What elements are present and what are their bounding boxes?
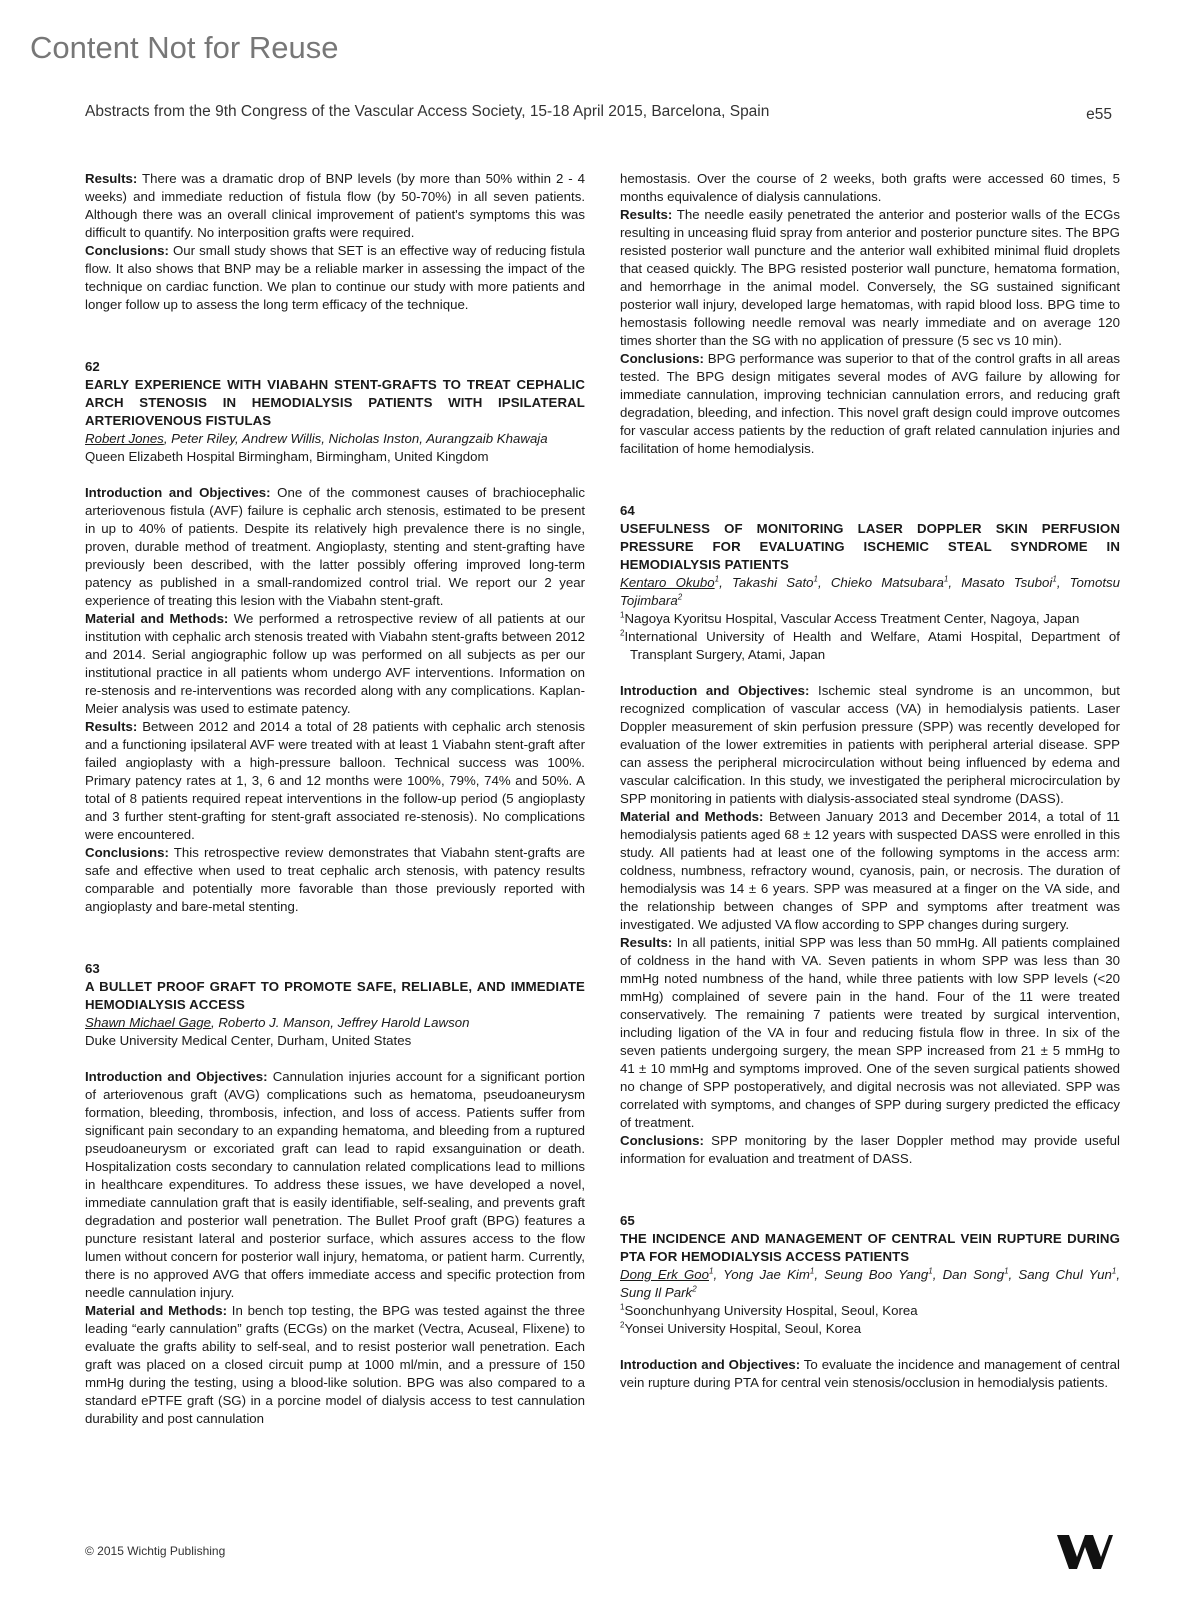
affiliation-marker: 1 — [813, 574, 818, 584]
section-label: Introduction and Objectives: — [85, 1069, 268, 1084]
section-label: Conclusions: — [620, 1133, 704, 1148]
affiliation-list — [620, 610, 1120, 664]
abstract-number: 62 — [85, 359, 100, 374]
presenting-author: Dong Erk Goo — [620, 1267, 709, 1282]
affiliation-list — [620, 1302, 1120, 1338]
section-text: Between 2012 and 2014 a total of 28 patients with cephalic arch stenosis and a functioning ipsilateral AVF were treated with at least 1 Viabahn stent-graft after failed angioplasty with a high-pressure balloon. Technical success was 100%. Primary patency rates at 1, 3, 6 and 12 months were 100%, 79%, 74% and 50%. A total of 8 patients required repeat interventions in the follow-up period (5 angioplasty and 3 further stent-grafting for stent-graft associated re-stenosis). No complications were encountered. — [85, 719, 585, 842]
copyright: © 2015 Wichtig Publishing — [85, 1544, 226, 1558]
affiliation: Queen Elizabeth Hospital Birmingham, Birmingham, United Kingdom — [85, 449, 489, 464]
abstract-number: 63 — [85, 961, 100, 976]
author-list — [85, 430, 585, 448]
co-author: Tomotsu Tojimbara — [620, 575, 1120, 608]
section-label: Results: — [85, 171, 138, 186]
running-head: Abstracts from the 9th Congress of the Vascular Access Society, 15-18 April 2015, Barcelona, Spain — [85, 103, 770, 120]
co-author: Dan Song — [942, 1267, 1005, 1282]
affiliation-marker: 1 — [928, 1266, 933, 1276]
author-list: Dong Erk Goo$^1$, Yong Jae Kim$^1$, Seung Boo Yang$^1$, Dan Song$^1$, Sang Chul Yun$^1$, Sung Il Park$^2$ — [620, 1266, 1120, 1300]
prev-abstract-results — [85, 170, 585, 242]
methods-section — [85, 1302, 585, 1428]
abstract-number: 65 — [620, 1213, 635, 1228]
section-label: Introduction and Objectives: — [620, 1357, 801, 1372]
results-section — [85, 718, 585, 844]
section-label: Introduction and Objectives: — [620, 683, 810, 698]
section-text: To evaluate the incidence and management of central vein rupture during PTA for central vein stenosis/occlusion in hemodialysis patients. — [620, 1357, 1120, 1390]
abstract-title: A BULLET PROOF GRAFT TO PROMOTE SAFE, RELIABLE, AND IMMEDIATE HEMODIALYSIS ACCESS — [85, 979, 585, 1012]
co-author: Sung Il Park — [620, 1285, 693, 1300]
right-column — [620, 170, 1120, 1392]
abstract-63 — [85, 960, 585, 1428]
abstract-title: USEFULNESS OF MONITORING LASER DOPPLER SKIN PERFUSION PRESSURE FOR EVALUATING ISCHEMIC STEAL SYNDROME IN HEMODIALYSIS PATIENTS — [620, 521, 1120, 572]
section-text: Between January 2013 and December 2014, a total of 11 hemodialysis patients aged 68 ± 12 years with suspected DASS were enrolled in this study. All patients had at least one of the following symptoms in the access arm: coldness, numbness, refractory wound, cyanosis, pain, or necrosis. The duration of hemodialysis was 14 ± 6 years. SPP was measured at a finger on the VA side, and the relationship between changes of SPP and symptoms after treatment was investigated. We adjusted VA flow according to SPP changes during surgery. — [620, 809, 1120, 932]
section-label: Results: — [620, 935, 673, 950]
co-author: Masato Tsuboi — [961, 575, 1053, 590]
section-label: Material and Methods: — [620, 809, 764, 824]
intro-section — [620, 1356, 1120, 1392]
abstract-63-continued — [620, 170, 1120, 458]
prev-abstract-conclusions — [85, 242, 585, 314]
affiliation-marker: 1 — [709, 1266, 714, 1276]
section-label: Results: — [620, 207, 673, 222]
section-text: There was a dramatic drop of BNP levels (by more than 50% within 2 - 4 weeks) and immediate reduction of fistula flow (by 50-70%) in all seven patients. Although there was an overall clinical improvement of patient's symptoms this was difficult to quantify. No interposition grafts were required. — [85, 171, 585, 240]
section-label: Material and Methods: — [85, 611, 229, 626]
watermark: Content Not for Reuse — [30, 30, 339, 65]
co-author: Takashi Sato — [731, 575, 814, 590]
left-column — [85, 170, 585, 1428]
co-author: Seung Boo Yang — [824, 1267, 929, 1282]
methods-section — [620, 808, 1120, 934]
conclusions-section — [620, 1132, 1120, 1168]
presenting-author: Kentaro Okubo — [620, 575, 715, 590]
section-label: Introduction and Objectives: — [85, 485, 271, 500]
section-label: Conclusions: — [85, 243, 169, 258]
abstract-64 — [620, 502, 1120, 1168]
abstract-65 — [620, 1212, 1120, 1392]
section-text: One of the commonest causes of brachiocephalic arteriovenous fistula (AVF) failure is cephalic arch stenosis, estimated to be present in up to 40% of patients. Despite its relatively high prevalence there is no single, proven, durable method of treatment. Angioplasty, stenting and stent-grafting have previously been described, with the latter possibly offering improved long-term patency as published in a small-randomized control trial. We report our 2 year experience of treating this lesion with the Viabahn stent-graft. — [85, 485, 585, 608]
co-author: Sang Chul Yun — [1018, 1267, 1112, 1282]
section-text: In all patients, initial SPP was less than 50 mmHg. All patients complained of coldness in the hand with VA. Seven patients in whom SPP was less than 30 mmHg noted numbness of the hand, while three patients with low SPP levels (<20 mmHg) complained of severe pain in the hand. Four of the 11 were treated conservatively. The remaining 7 patients were treated by surgical intervention, including ligation of the VA in four and reducing fistula flow in three. In six of the seven patients undergoing surgery, the mean SPP increased from 21 ± 5 mmHg to 41 ± 10 mmHg and symptoms improved. One of the seven surgical patients showed no change of SPP postoperatively, and digital necrosis was not alleviated. SPP was correlated with symptoms, and changes of SPP during surgery predicted the efficacy of treatment. — [620, 935, 1120, 1130]
co-author: Chieko Matsubara — [830, 575, 944, 590]
section-text: Our small study shows that SET is an effective way of reducing fistula flow. It also shows that BNP may be a reliable marker in assessing the impact of the technique on cardiac function. We plan to continue our study with more patients and longer follow up to assess the long term efficacy of the technique. — [85, 243, 585, 312]
conclusions-section — [85, 844, 585, 916]
results-section — [620, 934, 1120, 1132]
affiliation-marker: 1 — [620, 1302, 625, 1312]
co-author: Yong Jae Kim — [723, 1267, 810, 1282]
affiliation — [620, 610, 1120, 628]
section-text: We performed a retrospective review of all patients at our institution with cephalic arch stenosis treated with Viabahn stent-grafts between 2012 and 2014. Serial angiographic follow up was performed on all subjects as per our institutional practice in all patients whom undergo AVF interventions. Information on re-stenosis and re-interventions was recorded along with any complications. Kaplan-Meier analysis was used to estimate patency. — [85, 611, 585, 716]
section-label: Conclusions: — [85, 845, 169, 860]
abstract-title: THE INCIDENCE AND MANAGEMENT OF CENTRAL VEIN RUPTURE DURING PTA FOR HEMODIALYSIS ACCESS PATIENTS — [620, 1231, 1120, 1264]
presenting-author: Robert Jones — [85, 431, 164, 446]
section-text: BPG performance was superior to that of the control grafts in all areas tested. The BPG design mitigates several modes of AVG failure by allowing for immediate cannulation, improving technician cannulation errors, and reducing graft degradation, bleeding, and infection. This novel graft design could improve outcomes for vascular access patients by the reduction of graft related cannulation injuries and facilitation of home hemodialysis. — [620, 351, 1120, 456]
affiliation-text: Soonchunhyang University Hospital, Seoul, Korea — [624, 1303, 918, 1318]
affiliation-marker: 1 — [943, 574, 949, 584]
section-label: Results: — [85, 719, 138, 734]
affiliation-marker: 2 — [692, 1284, 697, 1294]
intro-section — [85, 1068, 585, 1302]
affiliation-text: Yonsei University Hospital, Seoul, Korea — [624, 1321, 862, 1336]
methods-section — [85, 610, 585, 718]
methods-section-cont: hemostasis. Over the course of 2 weeks, both grafts were accessed 60 times, 5 months equivalence of dialysis cannulations. — [620, 171, 1120, 204]
abstract-number: 64 — [620, 503, 635, 518]
affiliation-text: International University of Health and Welfare, Atami Hospital, Department of Transplant Surgery, Atami, Japan — [624, 629, 1120, 662]
section-text: Cannulation injuries account for a significant portion of arteriovenous graft (AVG) complications such as hematoma, pseudoaneurysm formation, bleeding, thrombosis, infection, and loss of access. Patients suffer from significant pain secondary to an expanding hematoma, and bleeding from a ruptured pseudoaneurysm or excoriated graft can lead to rapid exsanguination or death. Hospitalization costs secondary to cannulation related complications lead to millions in healthcare expenditures. To address these issues, we have developed a novel, immediate cannulation graft that is easily identifiable, self-sealing, and prevents graft degradation and posterior wall penetration. The Bullet Proof graft (BPG) features a puncture resistant lateral and posterior surface, which assures access to the flow lumen without concern for posterior wall injury, hematoma, or patient harm. Currently, there is no approved AVG that offers immediate access and specific protection from needle cannulation injury. — [85, 1069, 585, 1300]
co-authors: , Roberto J. Manson, Jeffrey Harold Lawson — [210, 1015, 470, 1030]
section-text: The needle easily penetrated the anterior and posterior walls of the ECGs resulting in unceasing fluid spray from anterior and posterior puncture sites. The BPG resisted posterior wall puncture and the anterior wall exhibited minimal fluid droplets that ceased quickly. The BPG resisted posterior wall puncture, hematoma formation, and hemorrhage in the animal model. Conversely, the SG sustained significant posterior wall injury, developed large hematomas, with rapid blood loss. BPG time to hemostasis following needle removal was nearly immediate and on average 120 times shorter than the SG with no application of pressure (5 sec vs 10 min). — [620, 207, 1120, 348]
section-text: This retrospective review demonstrates that Viabahn stent-grafts are safe and effective when used to treat cephalic arch stenosis, with patency results comparable and potentially more favorable than those previously reported with angioplasty and bare-metal stenting. — [85, 845, 585, 914]
intro-section — [85, 484, 585, 610]
affiliation-marker: 1 — [1004, 1266, 1009, 1276]
abstract-title: EARLY EXPERIENCE WITH VIABAHN STENT-GRAFTS TO TREAT CEPHALIC ARCH STENOSIS IN HEMODIALYSIS PATIENTS WITH IPSILATERAL ARTERIOVENOUS FISTULAS — [85, 377, 585, 428]
affiliation: Duke University Medical Center, Durham, United States — [85, 1033, 412, 1048]
affiliation — [620, 628, 1120, 664]
section-text: Ischemic steal syndrome is an uncommon, but recognized complication of vascular access (VA) in hemodialysis patients. Laser Doppler measurement of skin perfusion pressure (SPP) was recently developed for evaluation of the lower extremities in patients with peripheral arterial disease. SPP can assess the peripheral microcirculation without being influenced by edema and vascular calcification. In this study, we investigated the peripheral microcirculation by SPP monitoring in patients with dialysis-associated steal syndrome (DASS). — [620, 683, 1120, 806]
wichtig-w-logo-icon — [1055, 1531, 1115, 1571]
section-text: In bench top testing, the BPG was tested against the three leading “early cannulation” grafts (ECGs) on the market (Vectra, Acuseal, Flixene) to evaluate the grafts ability to self-seal, and to resist posterior wall penetration. Each graft was placed on a closed circuit pump at 1000 ml/min, and a pressure of 150 mmHg during the testing, using a blood-like solution. BPG was also compared to a standard ePTFE graft (SG) in a porcine model of dialysis access to test cannulation durability and post cannulation — [85, 1303, 585, 1426]
section-text: SPP monitoring by the laser Doppler method may provide useful information for evaluation and treatment of DASS. — [620, 1133, 1120, 1166]
results-section — [620, 206, 1120, 350]
co-authors: , Peter Riley, Andrew Willis, Nicholas Inston, Aurangzaib Khawaja — [163, 431, 548, 446]
affiliation-marker: 2 — [620, 628, 625, 638]
affiliation-marker: 1 — [1052, 574, 1057, 584]
author-list — [85, 1014, 585, 1032]
affiliation-marker: 2 — [677, 592, 683, 602]
conclusions-section — [620, 350, 1120, 458]
intro-section — [620, 682, 1120, 808]
section-label: Material and Methods: — [85, 1303, 228, 1318]
affiliation — [620, 1302, 1120, 1320]
abstract-62 — [85, 358, 585, 916]
affiliation-marker: 1 — [1111, 1266, 1117, 1276]
author-list: Kentaro Okubo$^1$, Takashi Sato$^1$, Chieko Matsubara$^1$, Masato Tsuboi$^1$, Tomotsu Tojimbara$^2$ — [620, 574, 1120, 608]
affiliation-marker: 2 — [620, 1320, 625, 1330]
affiliation — [620, 1320, 1120, 1338]
affiliation-marker: 1 — [620, 610, 625, 620]
page-number: e55 — [1086, 106, 1112, 123]
affiliation-marker: 1 — [714, 574, 720, 584]
section-label: Conclusions: — [620, 351, 704, 366]
affiliation-marker: 1 — [809, 1266, 815, 1276]
affiliation-text: Nagoya Kyoritsu Hospital, Vascular Access Treatment Center, Nagoya, Japan — [624, 611, 1080, 626]
presenting-author: Shawn Michael Gage — [85, 1015, 211, 1030]
